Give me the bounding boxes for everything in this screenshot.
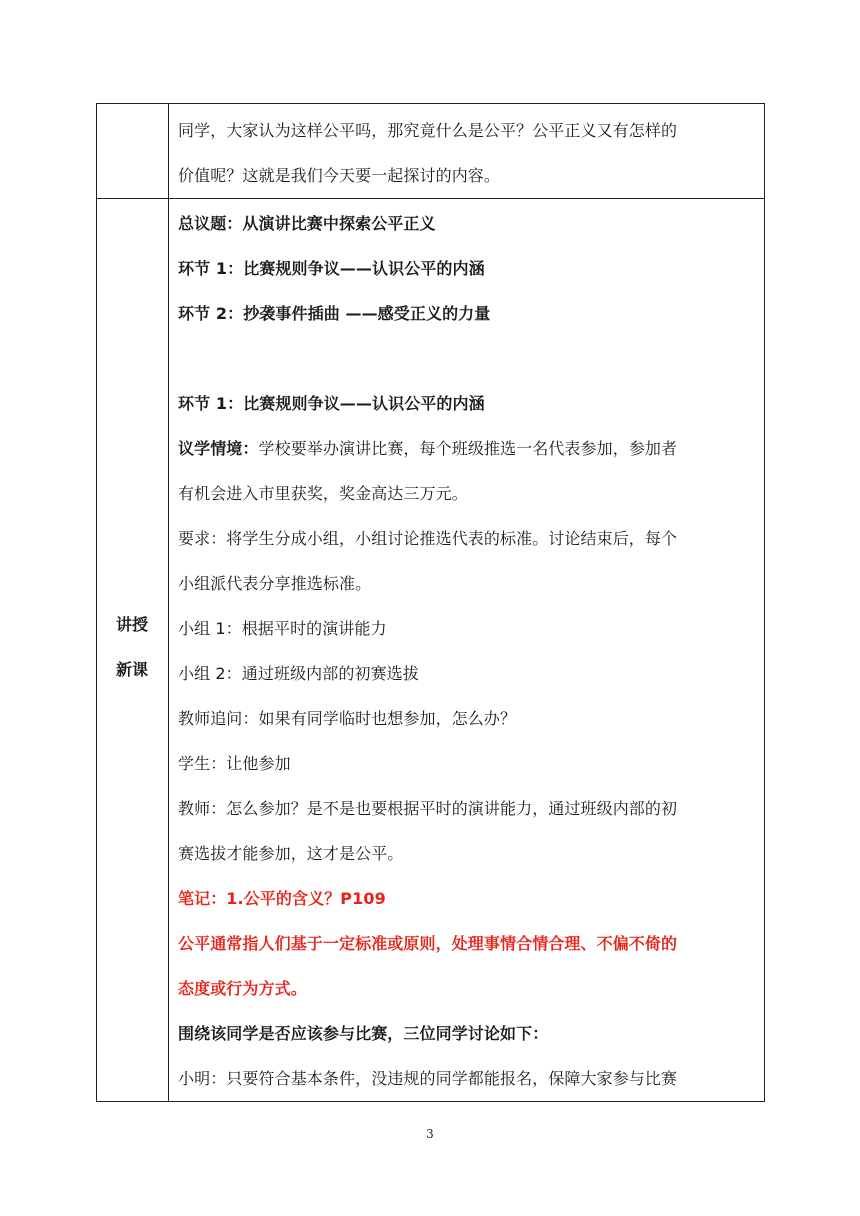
overview-section-1: 环节 1：比赛规则争议——认识公平的内涵	[178, 259, 485, 278]
overall-topic: 总议题：从演讲比赛中探索公平正义	[178, 214, 436, 233]
label-line-2: 新课	[115, 660, 148, 679]
spacer	[178, 336, 756, 381]
new-lesson-content-cell	[169, 199, 765, 1102]
row-label-empty	[97, 104, 169, 199]
scenario-label: 议学情境：	[178, 439, 259, 458]
xiaoming-statement: 小明：只要符合基本条件，没违规的同学都能报名，保障大家参与比赛	[178, 1069, 678, 1088]
teacher-reply-line-2: 赛选拔才能参加，这才是公平。	[178, 844, 404, 863]
scenario-line-1	[178, 426, 756, 471]
group-2-answer: 小组 2：通过班级内部的初赛选拔	[178, 664, 419, 683]
intro-line-2: 价值呢？这就是我们今天要一起探讨的内容。	[178, 166, 501, 185]
scenario-line-2: 有机会进入市里获奖，奖金高达三万元。	[178, 484, 468, 503]
teacher-reply-line-1: 教师：怎么参加？是不是也要根据平时的演讲能力，通过班级内部的初	[178, 799, 678, 818]
label-line-1: 讲授	[115, 615, 148, 634]
student-answer: 学生：让他参加	[178, 754, 291, 773]
note-definition-line-2: 态度或行为方式。	[178, 979, 307, 998]
scenario-text: 学校要举办演讲比赛，每个班级推选一名代表参加，参加者	[258, 439, 678, 458]
page-number: 3	[426, 1127, 434, 1141]
note-definition-line-1: 公平通常指人们基于一定标准或原则，处理事情合情合理、不偏不倚的	[178, 934, 678, 953]
requirement-line-2: 小组派代表分享推选标准。	[178, 574, 372, 593]
overview-section-2: 环节 2：抄袭事件插曲 ——感受正义的力量	[178, 304, 491, 323]
new-lesson-label	[96, 602, 168, 692]
section-1-heading: 环节 1：比赛规则争议——认识公平的内涵	[178, 394, 485, 413]
teacher-question: 教师追问：如果有同学临时也想参加，怎么办？	[178, 709, 517, 728]
note-heading: 笔记：1.公平的含义？P109	[178, 889, 386, 908]
intro-content-cell	[169, 104, 765, 199]
intro-line-1: 同学，大家认为这样公平吗，那究竟什么是公平？公平正义又有怎样的	[178, 121, 678, 140]
discussion-intro: 围绕该同学是否应该参与比赛，三位同学讨论如下：	[178, 1024, 549, 1043]
table-row-new-lesson	[97, 199, 765, 1102]
lesson-plan-table	[96, 103, 765, 1102]
table-row-intro	[97, 104, 765, 199]
requirement-line-1: 要求：将学生分成小组，小组讨论推选代表的标准。讨论结束后，每个	[178, 529, 678, 548]
group-1-answer: 小组 1：根据平时的演讲能力	[178, 619, 387, 638]
